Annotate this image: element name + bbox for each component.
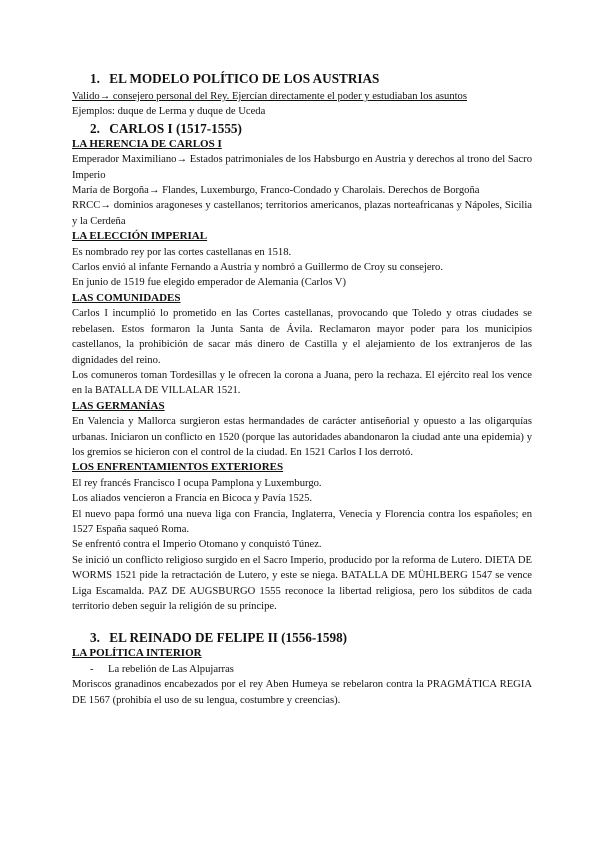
paragraph: RRCC→ dominios aragoneses y castellanos; territorios americanos, plazas norteafricanas y Nápoles, Sicilia y la Cerdeña [72,200,532,227]
subheading-enfrentamientos: LOS ENFRENTAMIENTOS EXTERIORES [72,461,284,474]
paragraph: Carlos envió al infante Fernando a Austria y nombró a Guillermo de Croy su consejero. [72,262,443,274]
paragraph: Es nombrado rey por las cortes castellanas en 1518. [72,246,292,258]
section-number: 1. [90,71,100,86]
valido-examples: Ejemplos: duque de Lerma y duque de Uceda [72,106,266,118]
paragraph: Se inició un conflicto religioso surgido en el Sacro Imperio, producido por la reforma de Lutero. DIETA DE WORMS 1521 pide la retractación de Lutero, y este se niega. BATALLA DE MÜHLBERG 1547 se vence Liga Escamalda. PAZ DE AUGSBURGO 1555 reconoce la libertad religiosa, pero los súbditos de cada territorio deben seguir la religión de su príncipe. [72,554,532,612]
document-body [72,70,532,708]
section-title: EL REINADO DE FELIPE II (1556-1598) [109,630,348,646]
section-number: 2. [90,120,100,136]
paragraph: El rey francés Francisco I ocupa Pamplona y Luxemburgo. [72,477,322,489]
paragraph: María de Borgoña→ Flandes, Luxemburgo, Franco-Condado y Charolais. Derechos de Borgoña [72,185,480,197]
paragraph: Carlos I incumplió lo prometido en las Cortes castellanas, provocando que Toledo y otras ciudades se rebelasen. Estos formaron la Junta Santa de Ávila. Reclamaron mayor poder para los municipios castellanos, la prohibición de sacar más dinero de Castilla y el alejamiento de los extranjeros de las dignidades del reino. [72,308,532,366]
bullet-dash: - [90,663,94,675]
list-item-text: La rebelión de Las Alpujarras [108,663,234,675]
section-title: EL MODELO POLÍTICO DE LOS AUSTRIAS [109,71,380,86]
paragraph: Se enfrentó contra el Imperio Otomano y conquistó Túnez. [72,539,322,551]
subheading-germanias: LAS GERMANÍAS [72,399,165,412]
paragraph: El nuevo papa formó una nueva liga con Francia, Inglaterra, Venecia y Florencia contra los españoles; en 1527 España saqueó Roma. [72,508,532,535]
section-title: CARLOS I (1517-1555) [109,120,242,136]
paragraph: Los comuneros toman Tordesillas y le ofrecen la corona a Juana, pero la rechaza. El ejército real los vence en la BATALLA DE VILLALAR 1521. [72,369,532,397]
list-item [72,662,532,677]
paragraph: Los aliados vencieron a Francia en Bicoca y Pavía 1525. [72,493,313,505]
section-heading-1 [72,70,532,87]
paragraph: En Valencia y Mallorca surgieron estas hermandades de carácter antiseñorial y opuesto a las oligarquías urbanas. Iniciaron un conflicto en 1520 (porque las autoridades abandonaron la ciudad ante una epidemia) y los gremios se hicieron con el control de la ciudad. En 1521 Carlos I los derrotó. [72,416,532,458]
subheading-politica-interior: LA POLÍTICA INTERIOR [72,647,202,660]
subheading-eleccion: LA ELECCIÓN IMPERIAL [72,230,208,243]
subheading-herencia: LA HERENCIA DE CARLOS I [72,137,222,150]
paragraph: Moriscos granadinos encabezados por el rey Aben Humeya se rebelaron contra la PRAGMÁTICA REGIA DE 1567 (prohibía el uso de su lengua, costumbre y creencias). [72,679,532,706]
valido-definition: Valido→ consejero personal del Rey. Ejercían directamente el poder y estudiaban los asuntos [72,91,467,102]
paragraph: En junio de 1519 fue elegido emperador de Alemania (Carlos V) [72,277,346,289]
section-heading-2 [72,120,532,137]
subheading-comunidades: LAS COMUNIDADES [72,291,181,304]
paragraph: Emperador Maximiliano→ Estados patrimoniales de los Habsburgo en Austria y derechos al trono del Sacro Imperio [72,154,532,181]
section-number: 3. [90,630,100,646]
section-heading-3 [72,629,532,646]
